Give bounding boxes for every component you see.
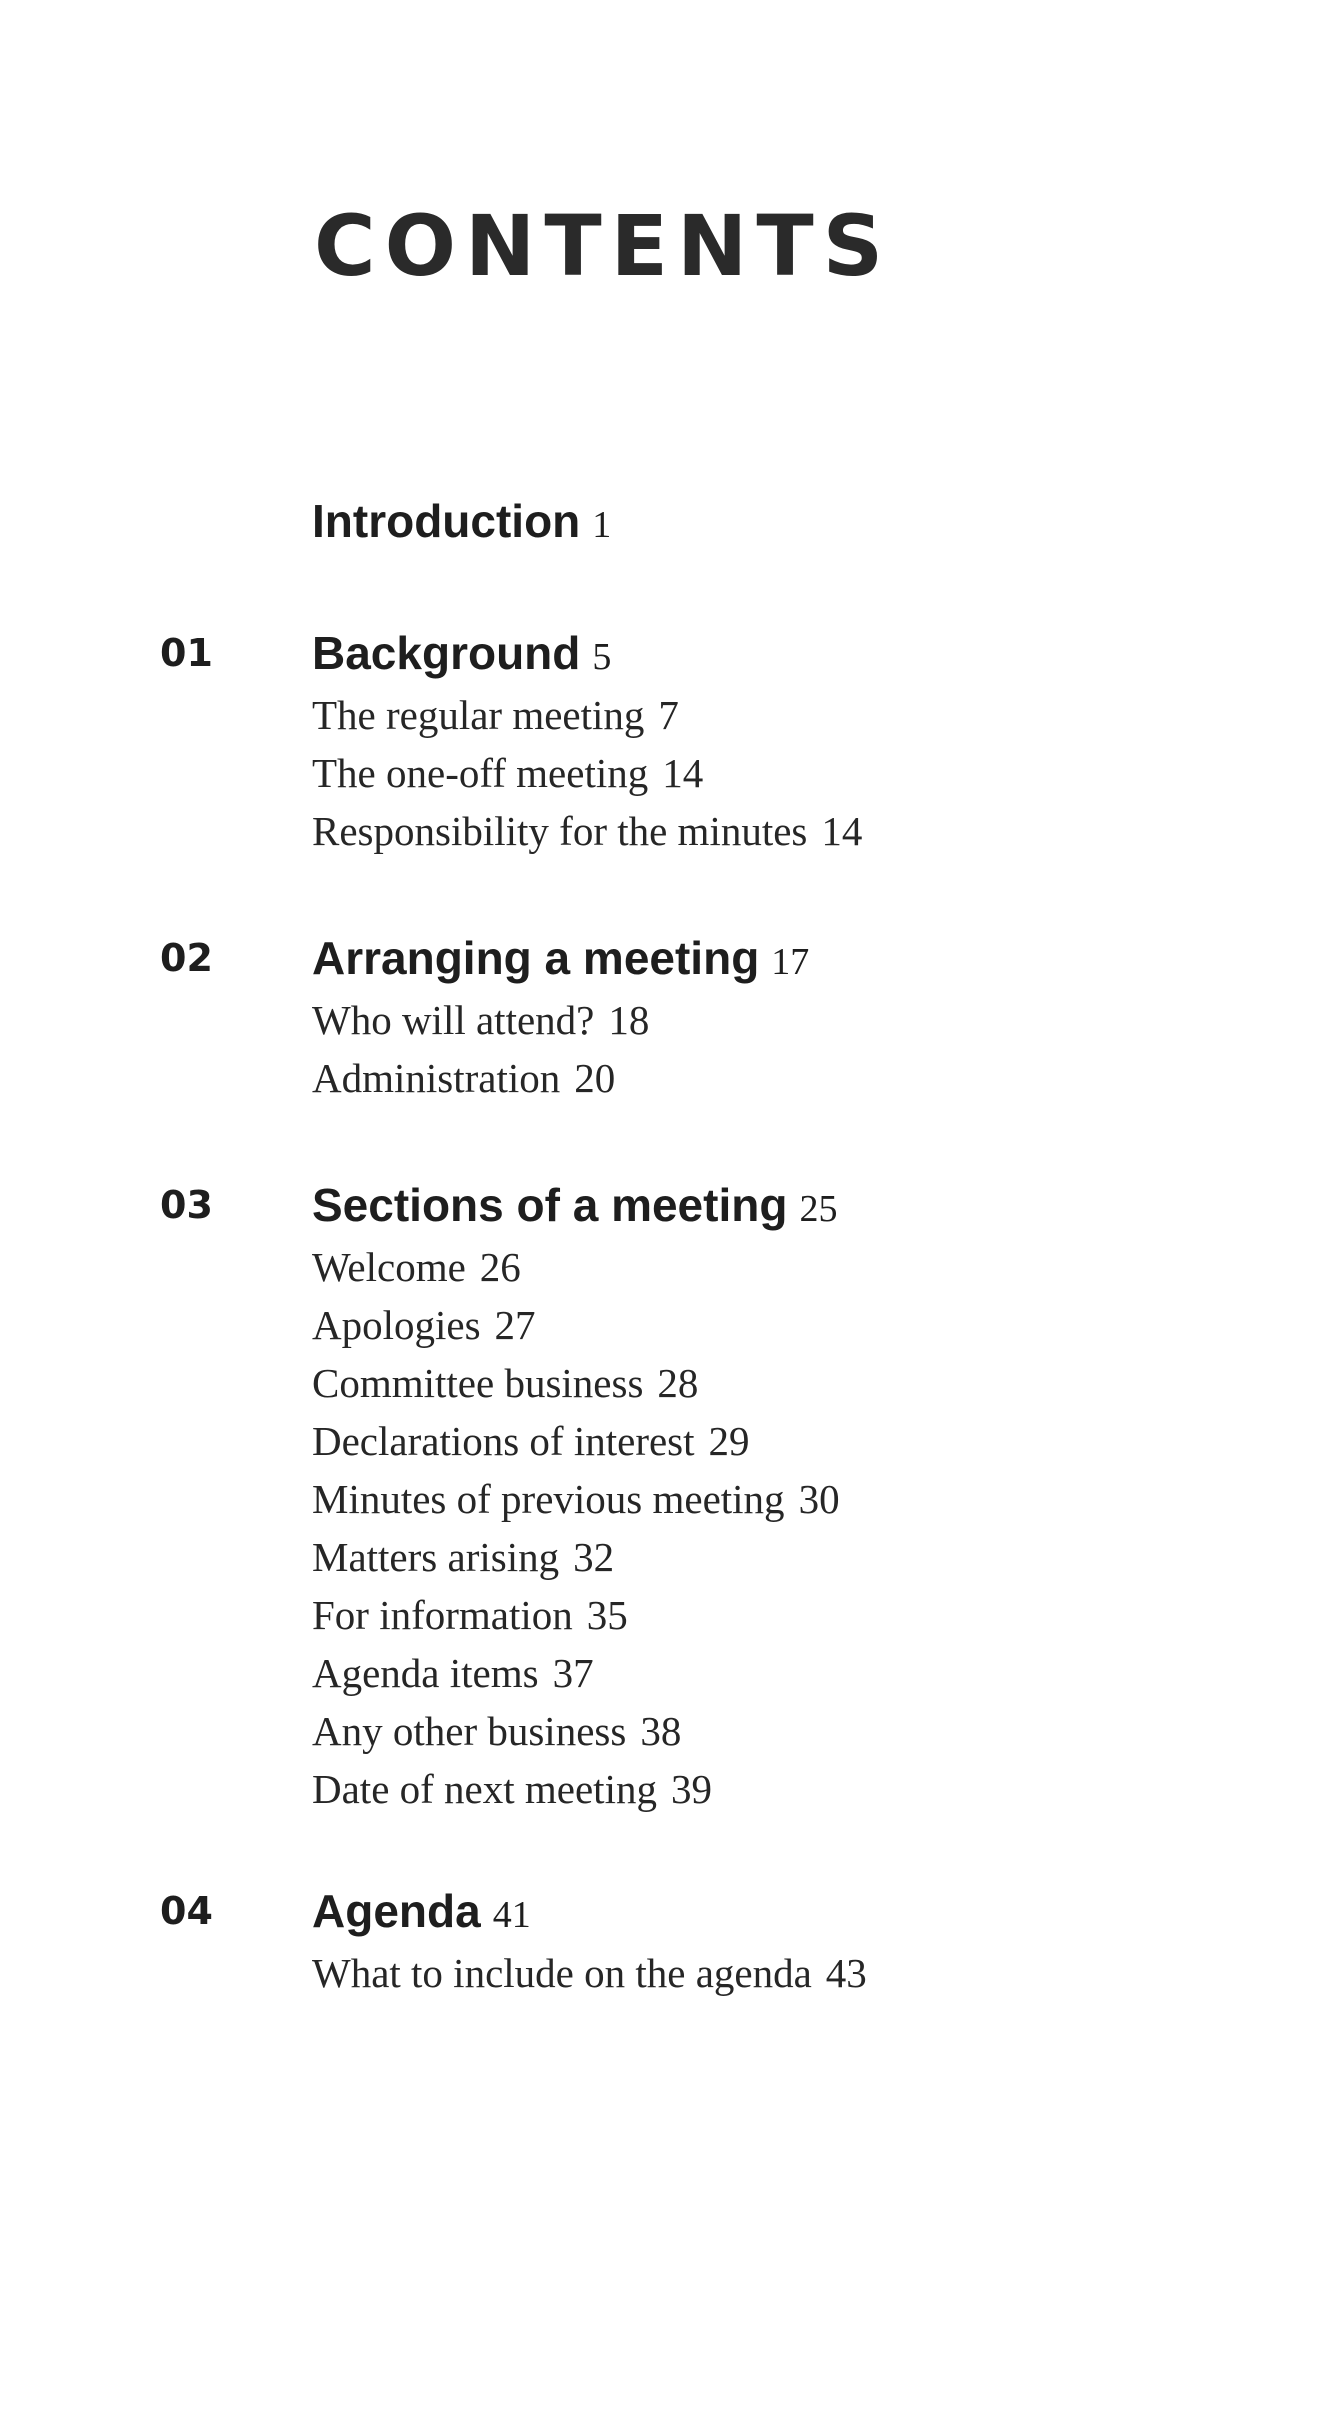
toc-entry[interactable] xyxy=(312,1944,867,2002)
toc-entry[interactable] xyxy=(312,1238,840,1296)
page-number: 43 xyxy=(825,1950,867,1996)
page-number: 1 xyxy=(592,504,612,546)
entry-title: Welcome xyxy=(312,1244,466,1290)
entry-title: Administration xyxy=(312,1055,561,1101)
chapter-heading[interactable] xyxy=(312,1176,840,1238)
chapter-title: Arranging a meeting xyxy=(312,932,760,984)
page-number: 17 xyxy=(771,941,810,983)
chapter-title: Sections of a meeting xyxy=(312,1179,788,1231)
chapter-number: 03 xyxy=(160,1183,213,1227)
entry-title: The one-off meeting xyxy=(312,750,649,796)
page-number: 39 xyxy=(670,1766,712,1812)
entry-title: Responsibility for the minutes xyxy=(312,808,808,854)
chapter-heading[interactable] xyxy=(312,624,862,686)
page-number: 35 xyxy=(586,1592,628,1638)
toc-entry[interactable] xyxy=(312,991,809,1049)
page-number: 28 xyxy=(657,1360,699,1406)
chapter-number: 02 xyxy=(160,936,213,980)
page-number: 37 xyxy=(552,1650,594,1696)
chapter-heading[interactable] xyxy=(312,492,611,554)
toc-entry[interactable] xyxy=(312,1586,840,1644)
toc-entry[interactable] xyxy=(312,744,862,802)
page-number: 30 xyxy=(798,1476,840,1522)
toc-entry[interactable] xyxy=(312,802,862,860)
chapter-title: Introduction xyxy=(312,495,581,547)
toc-entry[interactable] xyxy=(312,1470,840,1528)
entry-title: Matters arising xyxy=(312,1534,560,1580)
page-number: 7 xyxy=(658,692,679,738)
toc-entry[interactable] xyxy=(312,1760,840,1818)
chapter-title: Background xyxy=(312,627,581,679)
entry-title: What to include on the agenda xyxy=(312,1950,812,1996)
page-number: 25 xyxy=(799,1188,838,1230)
page-number: 32 xyxy=(573,1534,615,1580)
page-number: 14 xyxy=(821,808,863,854)
chapter-title: Agenda xyxy=(312,1885,481,1937)
page-number: 14 xyxy=(662,750,704,796)
entry-title: Apologies xyxy=(312,1302,481,1348)
page-number: 5 xyxy=(592,636,612,678)
toc-entry[interactable] xyxy=(312,1412,840,1470)
page-number: 26 xyxy=(479,1244,521,1290)
entry-title: For information xyxy=(312,1592,573,1638)
toc-entry[interactable] xyxy=(312,1702,840,1760)
toc-entry[interactable] xyxy=(312,686,862,744)
toc-entry[interactable] xyxy=(312,1528,840,1586)
toc-entry[interactable] xyxy=(312,1644,840,1702)
entry-title: Who will attend? xyxy=(312,997,595,1043)
toc-entry[interactable] xyxy=(312,1354,840,1412)
page-number: 20 xyxy=(574,1055,616,1101)
page-number: 38 xyxy=(640,1708,682,1754)
page-number: 41 xyxy=(492,1894,531,1936)
toc-entry[interactable] xyxy=(312,1296,840,1354)
entry-title: Any other business xyxy=(312,1708,627,1754)
page-number: 29 xyxy=(708,1418,750,1464)
entry-title: Date of next meeting xyxy=(312,1766,657,1812)
entry-title: Declarations of interest xyxy=(312,1418,695,1464)
entry-title: Agenda items xyxy=(312,1650,539,1696)
entry-title: The regular meeting xyxy=(312,692,645,738)
chapter-number: 01 xyxy=(160,631,213,675)
chapter-number: 04 xyxy=(160,1889,213,1933)
entry-title: Minutes of previous meeting xyxy=(312,1476,785,1522)
toc-entry[interactable] xyxy=(312,1049,809,1107)
chapter-heading[interactable] xyxy=(312,1882,867,1944)
page-number: 18 xyxy=(608,997,650,1043)
page-number: 27 xyxy=(494,1302,536,1348)
page-title: CONTENTS xyxy=(314,197,893,295)
chapter-heading[interactable] xyxy=(312,929,809,991)
entry-title: Committee business xyxy=(312,1360,644,1406)
